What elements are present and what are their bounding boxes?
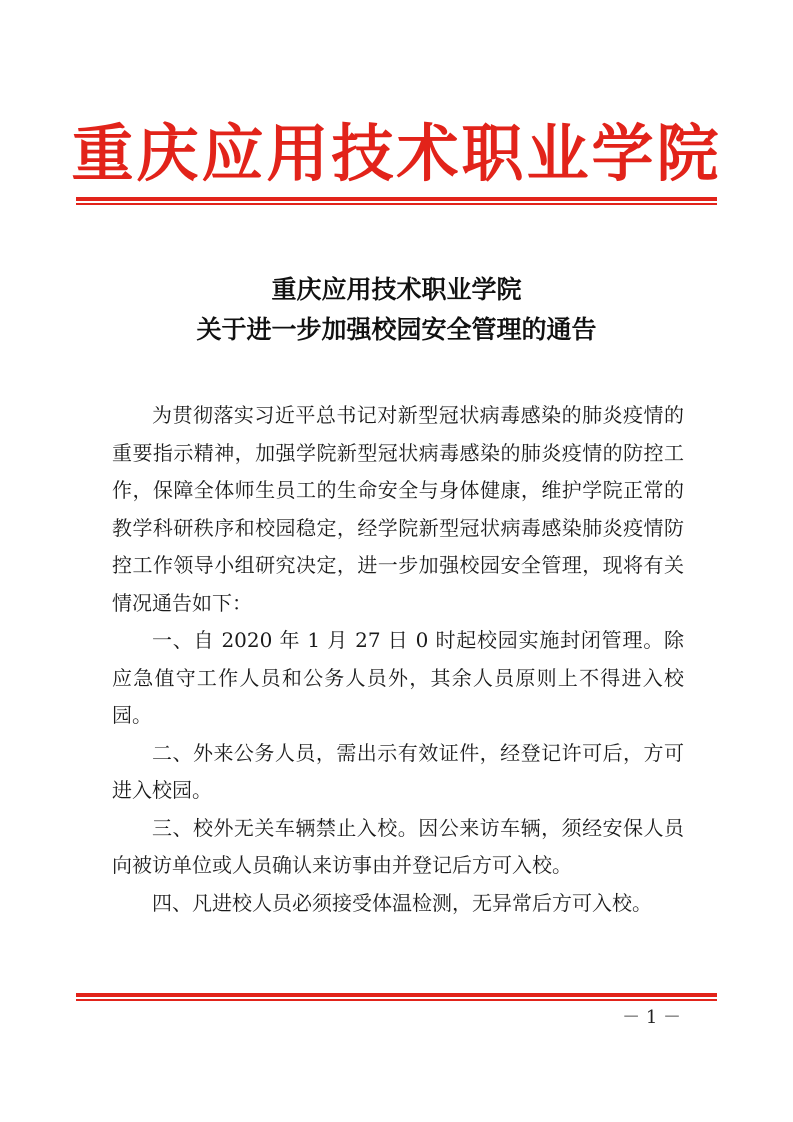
body-paragraph-item-2: 二、外来公务人员，需出示有效证件，经登记许可后，方可进入校园。 xyxy=(112,740,684,802)
body-paragraph-item-4: 四、凡进校人员必须接受体温检测，无异常后方可入校。 xyxy=(152,890,652,915)
body-paragraph-intro: 为贯彻落实习近平总书记对新型冠状病毒感染的肺炎疫情的重要指示精神，加强学院新型冠状病毒感染的肺炎疫情的防控工作，保障全体师生员工的生命安全与身体健康，维护学院正常的教学科研秩序和校园稳定，经学院新型冠状病毒感染肺炎疫情防控工作领导小组研究决定，进一步加强校园安全管理，现将有关情况通告如下： xyxy=(112,403,684,615)
notice-body xyxy=(112,397,684,922)
page-number: － 1 － xyxy=(622,1007,681,1028)
body-paragraph-item-1: 一、自 2020 年 1 月 27 日 0 时起校园实施封闭管理。除应急值守工作人员和公务人员外，其余人员原则上不得进入校园。 xyxy=(112,628,684,727)
notice-title-line-1: 重庆应用技术职业学院 xyxy=(271,275,522,304)
masthead-title: 重庆应用技术职业学院 xyxy=(71,117,722,190)
footer-divider xyxy=(76,993,717,1001)
body-paragraph-item-3: 三、校外无关车辆禁止入校。因公来访车辆，须经安保人员向被访单位或人员确认来访事由并登记后方可入校。 xyxy=(112,815,684,877)
notice-title xyxy=(0,270,793,350)
notice-title-line-2: 关于进一步加强校园安全管理的通告 xyxy=(196,315,597,344)
masthead-divider xyxy=(76,197,717,205)
